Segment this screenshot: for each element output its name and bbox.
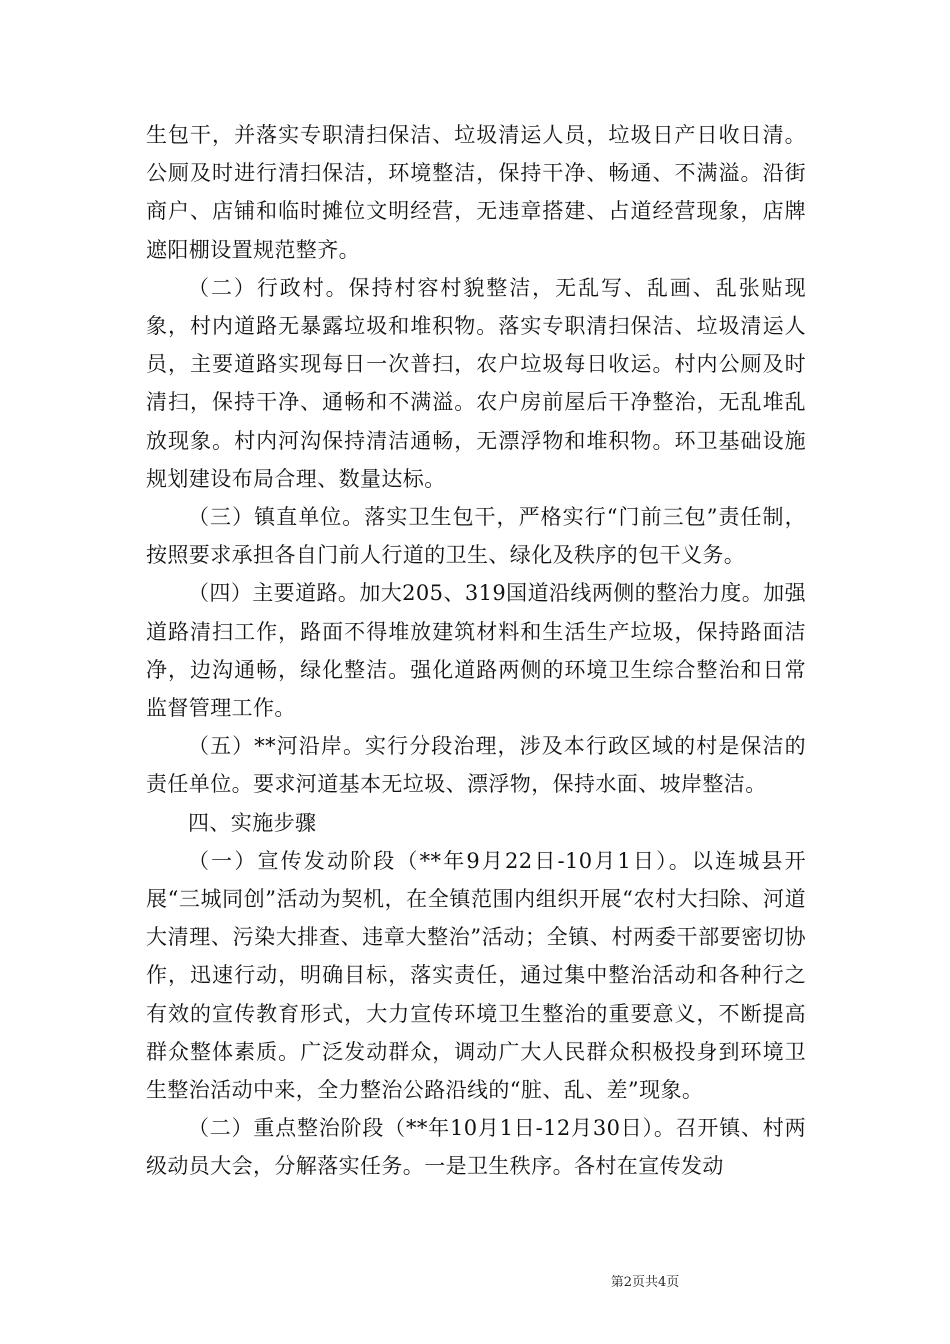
paragraph-1: 生包干，并落实专职清扫保洁、垃圾清运人员，垃圾日产日收日清。公厕及时进行清扫保洁，环境整洁，保持干净、畅通、不满溢。沿街商户、店铺和临时摊位文明经营，无违章搭建、占道经营现象，店牌遮阳棚设置规范整齐。 xyxy=(146,123,806,262)
paragraph-4: （四）主要道路。加大205、319国道沿线两侧的整治力度。加强道路清扫工作，路面不得堆放建筑材料和生活生产垃圾，保持路面洁净，边沟通畅，绿化整洁。强化道路两侧的环境卫生综合整治和日常监督管理工作。 xyxy=(146,581,806,721)
paragraph-5: （五）**河沿岸。实行分段治理，涉及本行政区域的村是保洁的责任单位。要求河道基本无垃圾、漂浮物，保持水面、坡岸整洁。 xyxy=(146,734,806,797)
paragraph-7: （一）宣传发动阶段（**年9月22日-10月1日）。以连城县开展“三城同创”活动为契机，在全镇范围内组织开展“农村大扫除、河道大清理、污染大排查、违章大整治”活动；全镇、村两委干部要密切协作，迅速行动，明确目标，落实责任，通过集中整治活动和各种行之有效的宣传教育形式，大力宣传环境卫生整治的重要意义，不断提高群众整体素质。广泛发动群众，调动广大人民群众积极投身到环境卫生整治活动中来，全力整治公路沿线的“脏、乱、差”现象。 xyxy=(146,848,806,1103)
document-body xyxy=(146,116,806,1186)
page-number: 第2页共4页 xyxy=(610,1275,680,1290)
paragraph-2: （二）行政村。保持村容村貌整洁，无乱写、乱画、乱张贴现象，村内道路无暴露垃圾和堆积物。落实专职清扫保洁、垃圾清运人员，主要道路实现每日一次普扫，农户垃圾每日收运。村内公厕及时清扫，保持干净、通畅和不满溢。农户房前屋后干净整治，无乱堆乱放现象。村内河沟保持清洁通畅，无漂浮物和堆积物。环卫基础设施规划建设布局合理、数量达标。 xyxy=(146,275,806,491)
section-heading: 四、实施步骤 xyxy=(188,810,317,835)
paragraph-3: （三）镇直单位。落实卫生包干，严格实行“门前三包”责任制，按照要求承担各自门前人行道的卫生、绿化及秩序的包干义务。 xyxy=(146,505,806,568)
paragraph-8: （二）重点整治阶段（**年10月1日-12月30日）。召开镇、村两级动员大会，分解落实任务。一是卫生秩序。各村在宣传发动 xyxy=(146,1116,806,1179)
